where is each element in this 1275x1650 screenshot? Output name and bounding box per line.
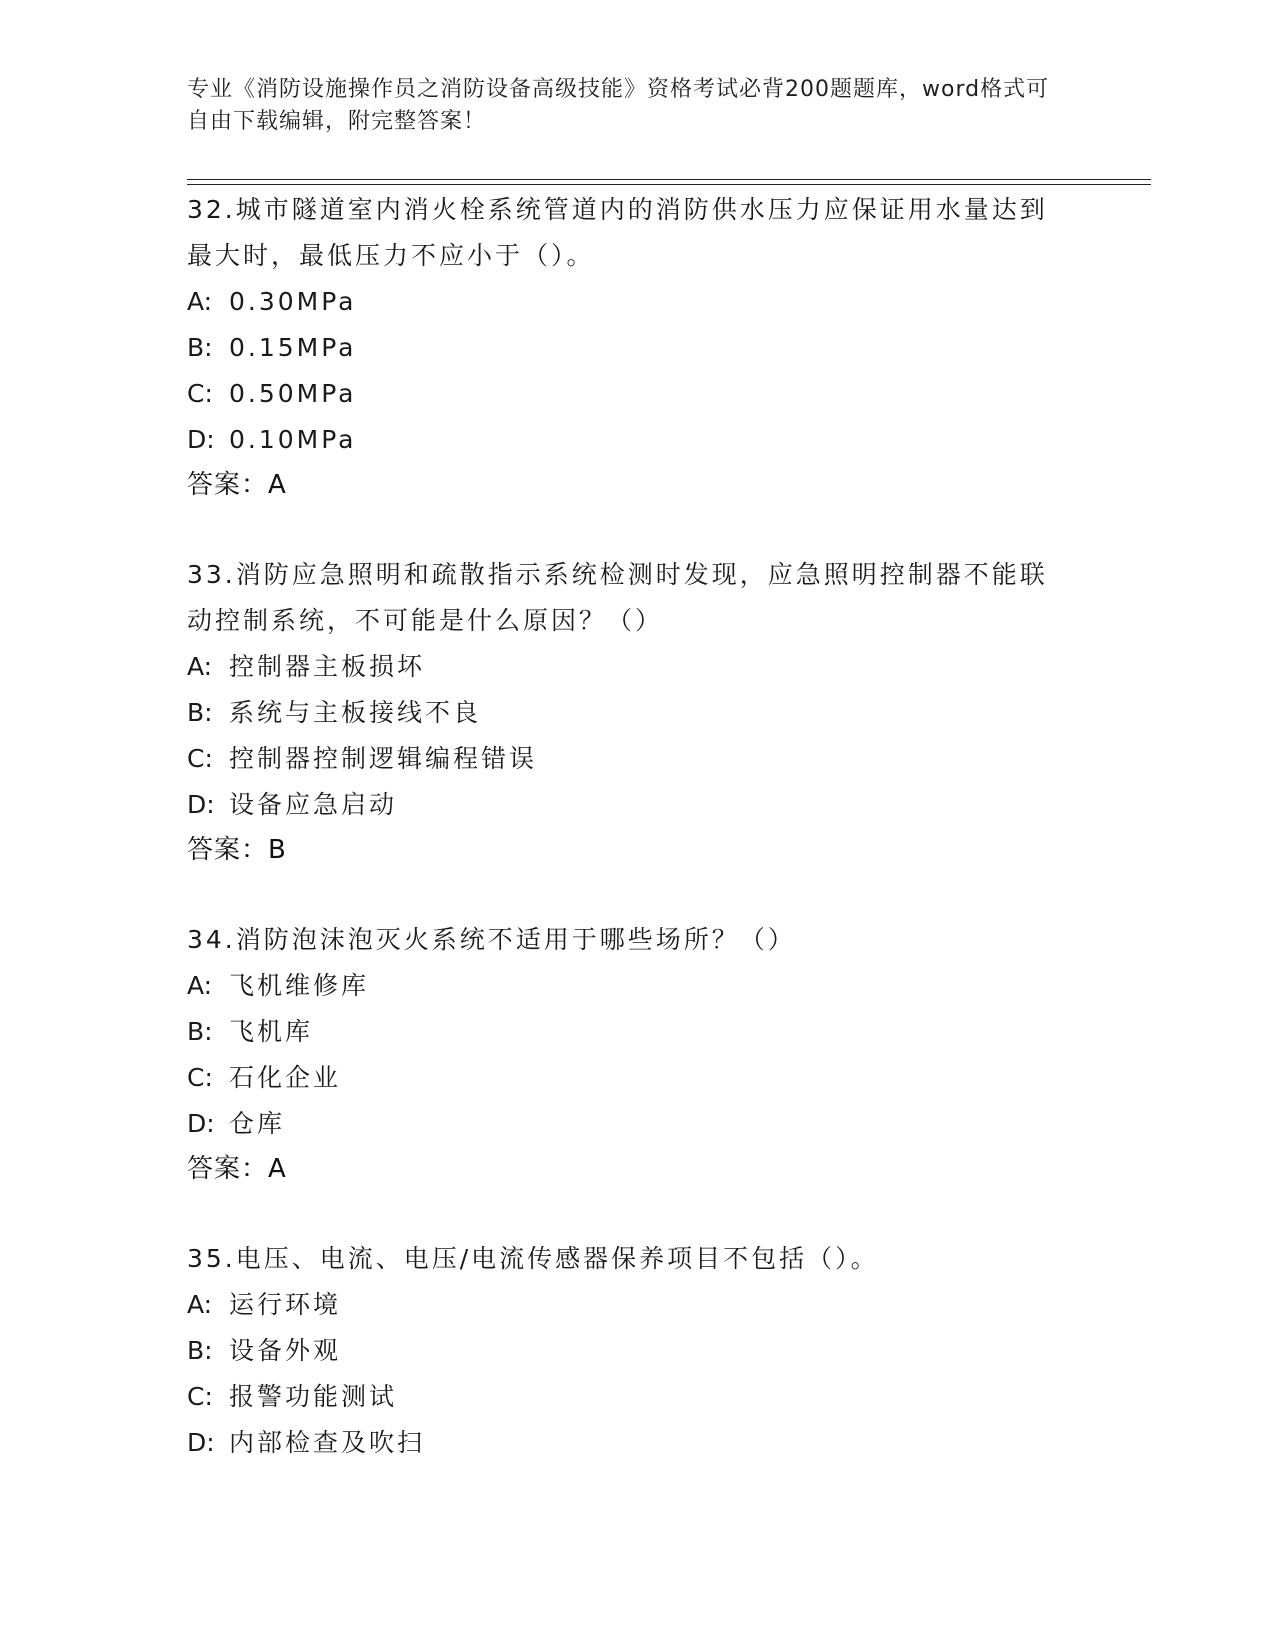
option-text: 报警功能测试 — [229, 1382, 398, 1411]
option-key: D: — [187, 790, 215, 819]
option-key: A: — [187, 971, 213, 1000]
option-d — [187, 417, 1087, 463]
option-text: 控制器主板损坏 — [229, 652, 426, 681]
option-b — [187, 325, 1087, 371]
option-text: 设备应急启动 — [229, 790, 398, 819]
question-32 — [187, 187, 1087, 507]
question-stem: 34.消防泡沫泡灭火系统不适用于哪些场所？（） — [187, 925, 796, 954]
document-header: 专业《消防设施操作员之消防设备高级技能》资格考试必背200题题库，word格式可自由下载编辑，附完整答案！ — [187, 77, 1050, 134]
option-key: D: — [187, 1109, 215, 1138]
option-key: C: — [187, 379, 213, 408]
header-divider-top — [187, 179, 1151, 180]
option-a — [187, 279, 1087, 325]
option-text: 0.10MPa — [229, 425, 357, 454]
option-key: B: — [187, 1336, 213, 1365]
option-key: C: — [187, 1063, 213, 1092]
option-b — [187, 1328, 1087, 1374]
option-text: 石化企业 — [229, 1063, 342, 1092]
option-d — [187, 1101, 1087, 1147]
option-key: D: — [187, 1428, 215, 1457]
option-text: 飞机维修库 — [229, 971, 370, 1000]
option-b — [187, 1009, 1087, 1055]
answer-line: 答案：A — [187, 1154, 287, 1184]
option-text: 仓库 — [229, 1109, 286, 1138]
option-c — [187, 371, 1087, 417]
option-key: A: — [187, 1290, 213, 1319]
option-c — [187, 736, 1087, 782]
option-text: 系统与主板接线不良 — [229, 698, 482, 727]
option-a — [187, 963, 1087, 1009]
option-key: C: — [187, 744, 213, 773]
header-divider-bottom — [187, 184, 1151, 185]
option-key: C: — [187, 1382, 213, 1411]
option-text: 运行环境 — [229, 1290, 342, 1319]
option-key: B: — [187, 698, 213, 727]
option-b — [187, 690, 1087, 736]
option-a — [187, 1282, 1087, 1328]
option-c — [187, 1055, 1087, 1101]
option-text: 控制器控制逻辑编程错误 — [229, 744, 538, 773]
option-key: A: — [187, 652, 213, 681]
option-key: D: — [187, 425, 215, 454]
answer-line: 答案：A — [187, 470, 287, 500]
option-key: B: — [187, 333, 213, 362]
question-35 — [187, 1236, 1087, 1466]
option-d — [187, 1420, 1087, 1466]
option-key: B: — [187, 1017, 213, 1046]
option-c — [187, 1374, 1087, 1420]
option-text: 0.15MPa — [229, 333, 357, 362]
option-text: 0.30MPa — [229, 287, 357, 316]
option-text: 内部检查及吹扫 — [229, 1428, 426, 1457]
option-d — [187, 782, 1087, 828]
question-33 — [187, 552, 1087, 872]
option-key: A: — [187, 287, 213, 316]
option-text: 0.50MPa — [229, 379, 357, 408]
question-stem: 35.电压、电流、电压/电流传感器保养项目不包括（）。 — [187, 1244, 879, 1273]
option-text: 设备外观 — [229, 1336, 342, 1365]
question-stem: 32.城市隧道室内消火栓系统管道内的消防供水压力应保证用水量达到最大时，最低压力不应小于（）。 — [187, 195, 1048, 270]
option-a — [187, 644, 1087, 690]
question-34 — [187, 917, 1087, 1191]
option-text: 飞机库 — [229, 1017, 314, 1046]
answer-line: 答案：B — [187, 835, 287, 865]
question-stem: 33.消防应急照明和疏散指示系统检测时发现，应急照明控制器不能联动控制系统，不可能是什么原因？（） — [187, 560, 1048, 635]
